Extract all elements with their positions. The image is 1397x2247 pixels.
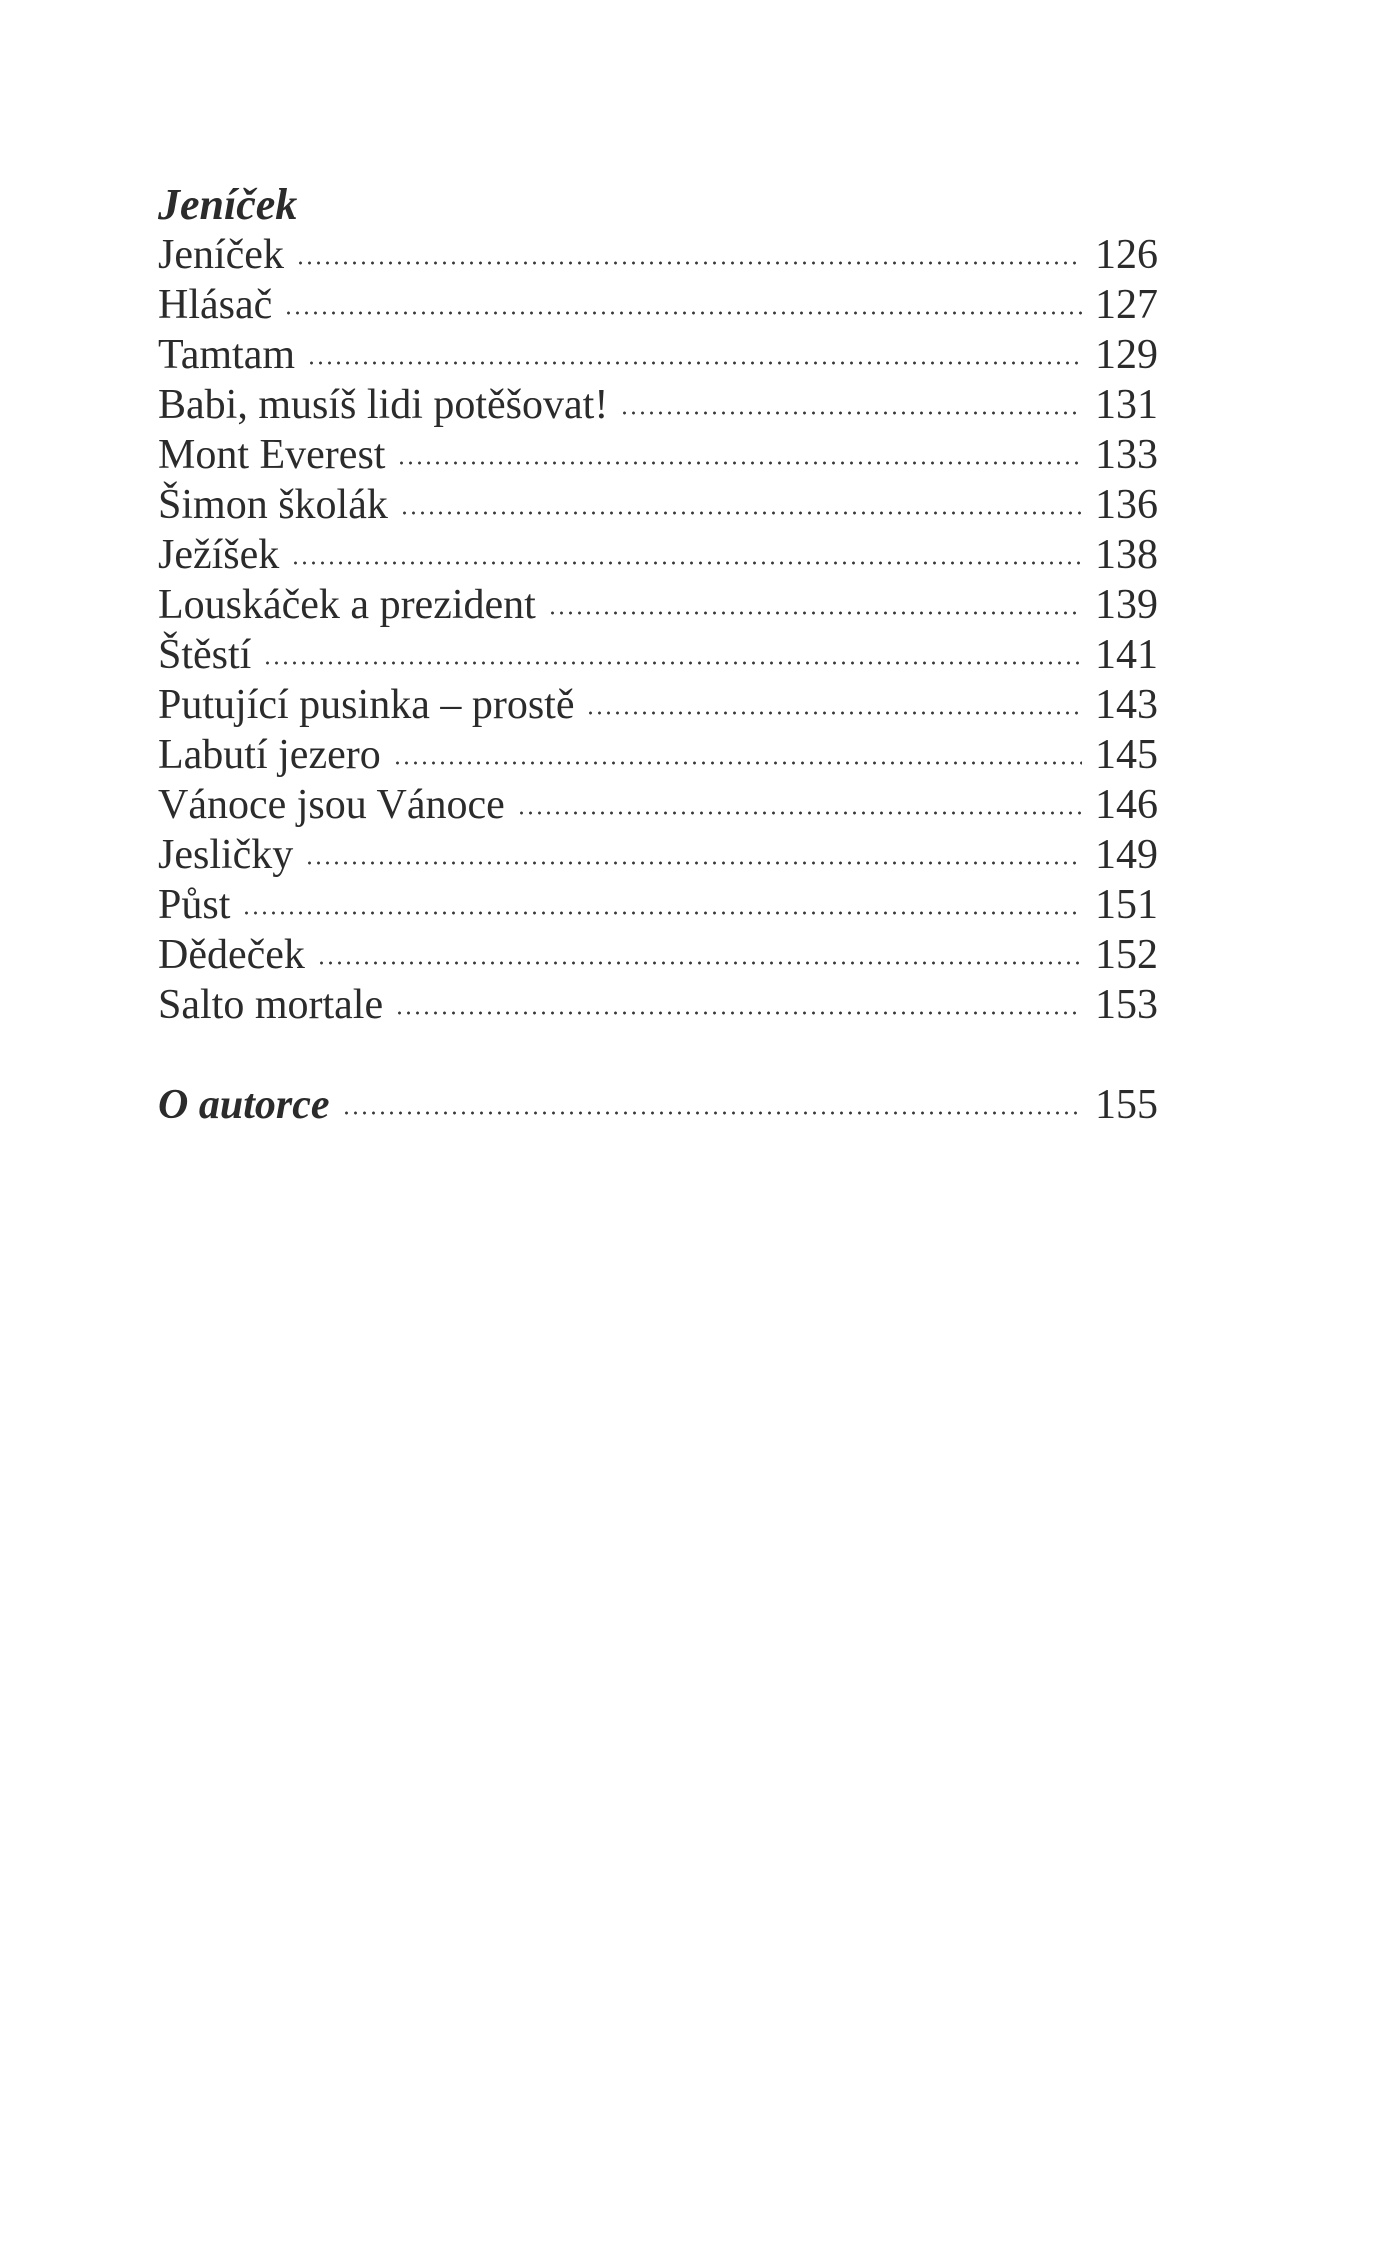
toc-entry-page: 139: [1095, 582, 1158, 628]
toc-entry-title: Ježíšek: [158, 532, 280, 578]
toc-entry[interactable]: [158, 530, 1158, 580]
toc-entry[interactable]: [158, 680, 1158, 730]
toc-entry-page: 143: [1095, 682, 1158, 728]
toc-entry[interactable]: [158, 930, 1158, 980]
dot-leader: [342, 1110, 1083, 1116]
toc-entry-page: 155: [1095, 1082, 1158, 1128]
toc-entry-page: 131: [1095, 382, 1158, 428]
dot-leader: [305, 860, 1082, 866]
toc-entry-title: Jesličky: [158, 832, 294, 878]
toc-entry-title: Labutí jezero: [158, 732, 381, 778]
toc-entry[interactable]: [158, 980, 1158, 1030]
toc-entry-title: Salto mortale: [158, 982, 384, 1028]
dot-leader: [296, 260, 1082, 266]
toc-entry-title: Babi, musíš lidi potěšovat!: [158, 382, 609, 428]
toc-entry[interactable]: [158, 730, 1158, 780]
dot-leader: [400, 510, 1082, 516]
dot-leader: [307, 360, 1082, 366]
dot-leader: [291, 560, 1082, 566]
toc-entry-title: O autorce: [158, 1082, 330, 1128]
toc-entry-page: 151: [1095, 882, 1158, 928]
toc-entry-title: Putující pusinka – prostě: [158, 682, 575, 728]
toc-entry-title: Louskáček a prezident: [158, 582, 536, 628]
toc-entry-title: Štěstí: [158, 632, 252, 678]
toc-entry-page: 136: [1095, 482, 1158, 528]
toc-entry-title: Šimon školák: [158, 482, 388, 528]
toc-entry[interactable]: [158, 230, 1158, 280]
toc-entry-title: Tamtam: [158, 332, 296, 378]
toc-entry[interactable]: [158, 580, 1158, 630]
toc-list: [158, 230, 1158, 1030]
toc-entry-page: 126: [1095, 232, 1158, 278]
dot-leader: [242, 910, 1082, 916]
toc-entry-author[interactable]: [158, 1080, 1158, 1130]
toc-entry-title: Vánoce jsou Vánoce: [158, 782, 505, 828]
dot-leader: [586, 710, 1082, 716]
toc-entry-title: Jeníček: [158, 232, 284, 278]
toc-entry[interactable]: [158, 430, 1158, 480]
toc-entry-page: 152: [1095, 932, 1158, 978]
toc-entry-page: 138: [1095, 532, 1158, 578]
dot-leader: [317, 960, 1082, 966]
toc-entry[interactable]: [158, 480, 1158, 530]
toc-entry-title: Mont Everest: [158, 432, 386, 478]
dot-leader: [393, 760, 1082, 766]
toc-entry[interactable]: [158, 380, 1158, 430]
toc-entry[interactable]: [158, 330, 1158, 380]
toc-entry[interactable]: [158, 830, 1158, 880]
dot-leader: [548, 610, 1082, 616]
toc-entry-page: 141: [1095, 632, 1158, 678]
toc-entry-title: Dědeček: [158, 932, 305, 978]
toc-entry-title: Hlásač: [158, 282, 273, 328]
toc-entry-page: 146: [1095, 782, 1158, 828]
toc-entry-page: 145: [1095, 732, 1158, 778]
dot-leader: [397, 460, 1082, 466]
toc-entry[interactable]: [158, 880, 1158, 930]
table-of-contents: [158, 180, 1158, 1130]
toc-entry-page: 127: [1095, 282, 1158, 328]
dot-leader: [620, 410, 1082, 416]
toc-entry-page: 149: [1095, 832, 1158, 878]
toc-entry[interactable]: [158, 630, 1158, 680]
dot-leader: [263, 660, 1082, 666]
toc-entry-page: 129: [1095, 332, 1158, 378]
toc-entry-page: 153: [1095, 982, 1158, 1028]
toc-entry-page: 133: [1095, 432, 1158, 478]
toc-entry-title: Půst: [158, 882, 231, 928]
toc-entry[interactable]: [158, 280, 1158, 330]
dot-leader: [395, 1010, 1082, 1016]
toc-entry[interactable]: [158, 780, 1158, 830]
dot-leader: [517, 810, 1082, 816]
spacer: [158, 1030, 1158, 1080]
section-heading: Jeníček: [158, 180, 298, 229]
dot-leader: [284, 310, 1082, 316]
